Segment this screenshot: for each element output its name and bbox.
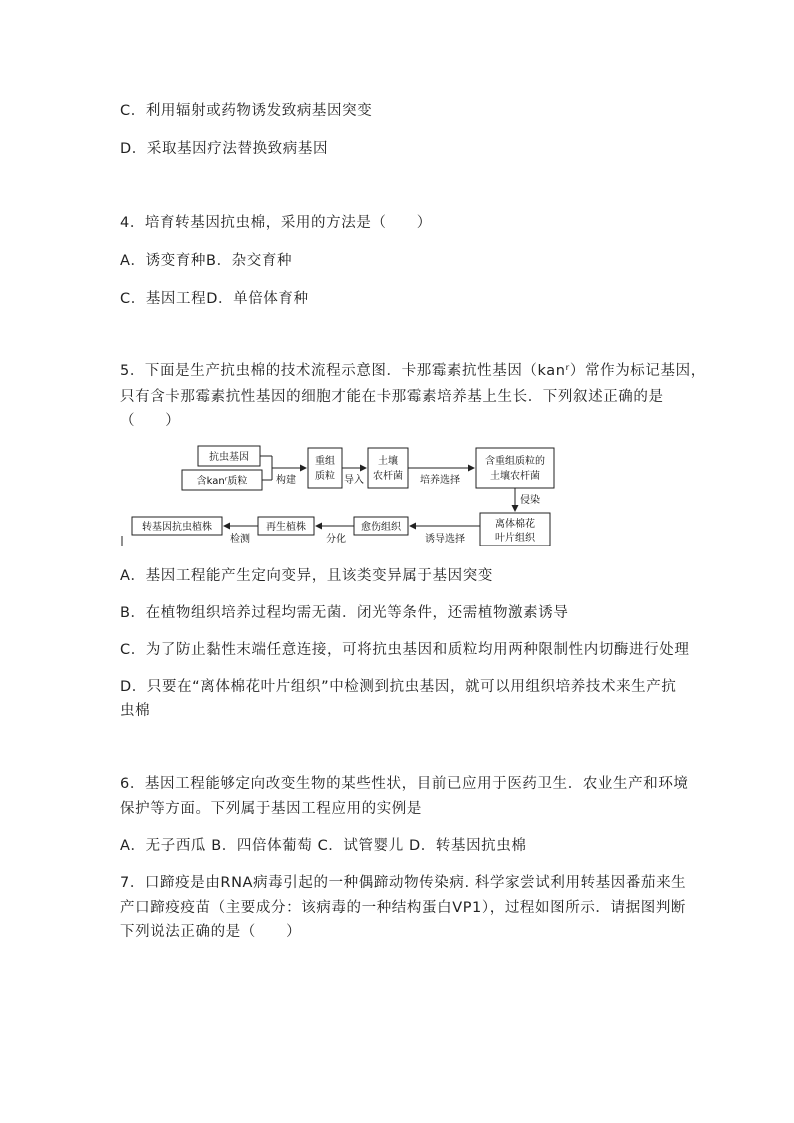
box-contain (476, 448, 554, 488)
question-4-options-ab: A．诱变育种B．杂交育种 (120, 253, 293, 269)
text-plasmid: 含kanʳ质粒 (196, 476, 248, 487)
question-6-line1: 6．基因工程能够定向改变生物的某些性状，目前已应用于医药卫生．农业生产和环境 (120, 776, 689, 792)
text-recomb1: 重组 (315, 456, 335, 467)
question-4-options-cd: C．基因工程D．单倍体育种 (120, 291, 309, 307)
text-construct: 构建 (276, 475, 296, 486)
question-7-line1: 7．口蹄疫是由RNA病毒引起的一种偶蹄动物传染病. 科学家尝试利用转基因番茄来生 (120, 875, 687, 891)
question-5-option-d-line1: D．只要在“离体棉花叶片组织”中检测到抗虫基因，就可以用组织培养技术来生产抗 (120, 679, 677, 695)
text-regen: 再生植株 (266, 522, 306, 533)
text-gene: 抗虫基因 (209, 452, 249, 463)
question-4: 4．培育转基因抗虫棉，采用的方法是（ ） (120, 215, 432, 231)
text-contain2: 土壤农杆菌 (490, 471, 540, 482)
text-leaf2: 叶片组织 (495, 533, 535, 544)
text-contain1: 含重组质粒的 (485, 456, 545, 467)
flow-diagram (120, 438, 560, 546)
option-c-prev: C．利用辐射或药物诱发致病基因突变 (120, 103, 373, 119)
question-5-option-a: A．基因工程能产生定向变异，且该类变异属于基因突变 (120, 568, 493, 584)
option-d-prev: D．采取基因疗法替换致病基因 (120, 141, 329, 157)
box-recombinant (308, 448, 342, 488)
text-infect: 侵染 (520, 495, 540, 506)
text-callus: 愈伤组织 (361, 522, 401, 533)
text-recomb2: 质粒 (315, 471, 335, 482)
text-diff: 分化 (326, 534, 346, 545)
question-6-line2: 保护等方面。下列属于基因工程应用的实例是 (120, 801, 422, 817)
question-5-option-d-line2: 虫棉 (120, 703, 151, 719)
box-agrobacterium (368, 448, 408, 488)
question-7-line3: 下列说法正确的是（ ） (120, 924, 302, 940)
question-5-option-b: B．在植物组织培养过程均需无菌．闭光等条件，还需植物激素诱导 (120, 605, 569, 621)
text-final: 转基因抗虫植株 (142, 522, 212, 533)
text-leaf1: 离体棉花 (495, 519, 535, 530)
question-6-options: A．无子西瓜 B．四倍体葡萄 C．试管婴儿 D．转基因抗虫棉 (120, 838, 527, 854)
text-induce: 诱导选择 (425, 534, 465, 545)
question-5-option-c: C．为了防止黏性末端任意连接，可将抗虫基因和质粒均用两种限制性内切酶进行处理 (120, 642, 690, 658)
text-agro2: 农杆菌 (373, 471, 403, 482)
text-culture: 培养选择 (420, 475, 460, 486)
question-5-line3: （ ） (120, 413, 181, 429)
question-7-line2: 产口蹄疫疫苗（主要成分：该病毒的一种结构蛋白VP1），过程如图所示．请据图判断 (120, 900, 687, 916)
text-agro1: 土壤 (378, 456, 398, 467)
question-5-line1: 5．下面是生产抗虫棉的技术流程示意图．卡那霉素抗性基因（kanʳ）常作为标记基因， (120, 363, 706, 379)
text-detect: 检测 (230, 534, 250, 545)
text-import: 导入 (344, 475, 364, 486)
question-5-line2: 只有含卡那霉素抗性基因的细胞才能在卡那霉素培养基上生长．下列叙述正确的是 (120, 389, 664, 405)
